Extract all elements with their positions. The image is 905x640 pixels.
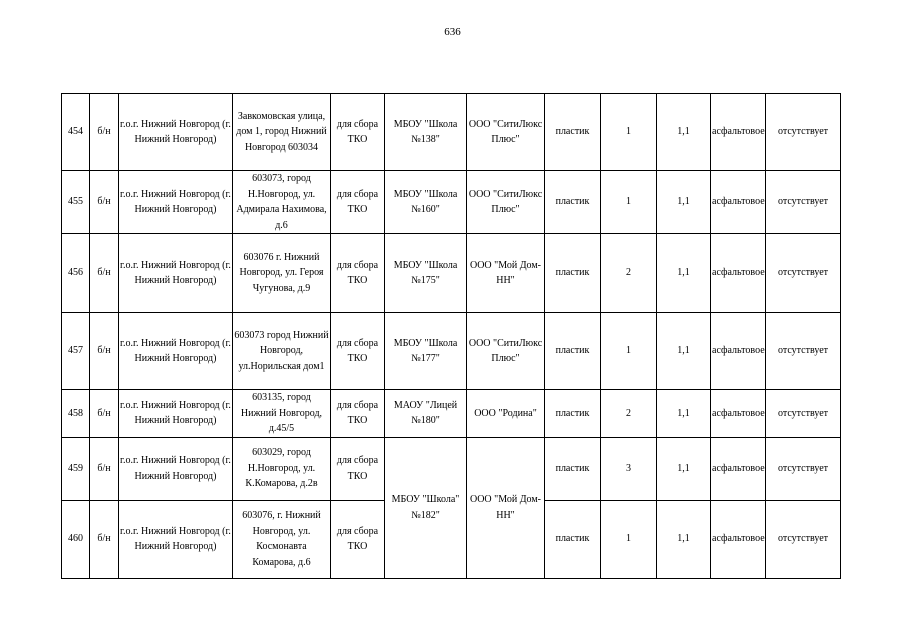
material-cell: пластик bbox=[545, 94, 601, 171]
volume-cell: 1,1 bbox=[657, 94, 711, 171]
district-cell: г.о.г. Нижний Новгород (г. Нижний Новгород) bbox=[119, 234, 233, 313]
fence-cell: отсутствует bbox=[766, 234, 841, 313]
surface-cell: асфальтовое bbox=[711, 313, 766, 390]
merged-operator-cell: ООО "Мой Дом-НН" bbox=[467, 437, 545, 578]
surface-cell: асфальтовое bbox=[711, 171, 766, 234]
owner-cell: МБОУ "Школа №177" bbox=[385, 313, 467, 390]
container-count-cell: 1 bbox=[601, 313, 657, 390]
material-cell: пластик bbox=[545, 500, 601, 578]
table-row bbox=[62, 94, 841, 171]
registry-mark: б/н bbox=[90, 500, 119, 578]
address-cell: 603135, город Нижний Новгород, д.45/5 bbox=[233, 390, 331, 438]
address-cell: Завкомовская улица, дом 1, город Нижний Новгород 603034 bbox=[233, 94, 331, 171]
registry-mark: б/н bbox=[90, 171, 119, 234]
registry-mark: б/н bbox=[90, 390, 119, 438]
fence-cell: отсутствует bbox=[766, 500, 841, 578]
surface-cell: асфальтовое bbox=[711, 437, 766, 500]
material-cell: пластик bbox=[545, 390, 601, 438]
registry-mark: б/н bbox=[90, 437, 119, 500]
address-cell: 603076, г. Нижний Новгород, ул. Космонавта Комарова, д.6 bbox=[233, 500, 331, 578]
table-row bbox=[62, 234, 841, 313]
fence-cell: отсутствует bbox=[766, 437, 841, 500]
container-count-cell: 1 bbox=[601, 171, 657, 234]
owner-cell: МБОУ "Школа №160" bbox=[385, 171, 467, 234]
material-cell: пластик bbox=[545, 437, 601, 500]
surface-cell: асфальтовое bbox=[711, 500, 766, 578]
district-cell: г.о.г. Нижний Новгород (г. Нижний Новгород) bbox=[119, 500, 233, 578]
container-count-cell: 1 bbox=[601, 500, 657, 578]
district-cell: г.о.г. Нижний Новгород (г. Нижний Новгород) bbox=[119, 171, 233, 234]
volume-cell: 1,1 bbox=[657, 390, 711, 438]
volume-cell: 1,1 bbox=[657, 234, 711, 313]
page-number: 636 bbox=[444, 26, 461, 38]
owner-cell: МБОУ "Школа №175" bbox=[385, 234, 467, 313]
purpose-cell: для сбора ТКО bbox=[331, 390, 385, 438]
address-cell: 603073, город Н.Новгород, ул. Адмирала Нахимова, д.6 bbox=[233, 171, 331, 234]
surface-cell: асфальтовое bbox=[711, 390, 766, 438]
container-count-cell: 2 bbox=[601, 390, 657, 438]
row-number: 458 bbox=[62, 390, 90, 438]
registry-mark: б/н bbox=[90, 94, 119, 171]
address-cell: 603076 г. Нижний Новгород, ул. Героя Чугунова, д.9 bbox=[233, 234, 331, 313]
purpose-cell: для сбора ТКО bbox=[331, 94, 385, 171]
table-row bbox=[62, 390, 841, 438]
purpose-cell: для сбора ТКО bbox=[331, 313, 385, 390]
table-row bbox=[62, 313, 841, 390]
table-row bbox=[62, 437, 841, 500]
fence-cell: отсутствует bbox=[766, 390, 841, 438]
district-cell: г.о.г. Нижний Новгород (г. Нижний Новгород) bbox=[119, 94, 233, 171]
row-number: 454 bbox=[62, 94, 90, 171]
row-number: 456 bbox=[62, 234, 90, 313]
table-row bbox=[62, 171, 841, 234]
address-cell: 603073 город Нижний Новгород, ул.Норильская дом1 bbox=[233, 313, 331, 390]
row-number: 457 bbox=[62, 313, 90, 390]
operator-cell: ООО "СитиЛюкс Плюс" bbox=[467, 313, 545, 390]
surface-cell: асфальтовое bbox=[711, 94, 766, 171]
row-number: 460 bbox=[62, 500, 90, 578]
fence-cell: отсутствует bbox=[766, 171, 841, 234]
material-cell: пластик bbox=[545, 313, 601, 390]
operator-cell: ООО "Родина" bbox=[467, 390, 545, 438]
volume-cell: 1,1 bbox=[657, 437, 711, 500]
row-number: 459 bbox=[62, 437, 90, 500]
container-count-cell: 3 bbox=[601, 437, 657, 500]
purpose-cell: для сбора ТКО bbox=[331, 437, 385, 500]
fence-cell: отсутствует bbox=[766, 313, 841, 390]
owner-cell: МБОУ "Школа №138" bbox=[385, 94, 467, 171]
registry-mark: б/н bbox=[90, 234, 119, 313]
district-cell: г.о.г. Нижний Новгород (г. Нижний Новгород) bbox=[119, 437, 233, 500]
volume-cell: 1,1 bbox=[657, 500, 711, 578]
district-cell: г.о.г. Нижний Новгород (г. Нижний Новгород) bbox=[119, 313, 233, 390]
volume-cell: 1,1 bbox=[657, 313, 711, 390]
merged-owner-cell: МБОУ "Школа" №182" bbox=[385, 437, 467, 578]
fence-cell: отсутствует bbox=[766, 94, 841, 171]
purpose-cell: для сбора ТКО bbox=[331, 171, 385, 234]
volume-cell: 1,1 bbox=[657, 171, 711, 234]
row-number: 455 bbox=[62, 171, 90, 234]
material-cell: пластик bbox=[545, 171, 601, 234]
owner-cell: МАОУ "Лицей №180" bbox=[385, 390, 467, 438]
district-cell: г.о.г. Нижний Новгород (г. Нижний Новгород) bbox=[119, 390, 233, 438]
registry-mark: б/н bbox=[90, 313, 119, 390]
waste-site-registry-table bbox=[61, 93, 841, 579]
container-count-cell: 1 bbox=[601, 94, 657, 171]
surface-cell: асфальтовое bbox=[711, 234, 766, 313]
operator-cell: ООО "СитиЛюкс Плюс" bbox=[467, 94, 545, 171]
container-count-cell: 2 bbox=[601, 234, 657, 313]
operator-cell: ООО "Мой Дом-НН" bbox=[467, 234, 545, 313]
material-cell: пластик bbox=[545, 234, 601, 313]
purpose-cell: для сбора ТКО bbox=[331, 234, 385, 313]
purpose-cell: для сбора ТКО bbox=[331, 500, 385, 578]
operator-cell: ООО "СитиЛюкс Плюс" bbox=[467, 171, 545, 234]
address-cell: 603029, город Н.Новгород, ул. К.Комарова, д.2в bbox=[233, 437, 331, 500]
